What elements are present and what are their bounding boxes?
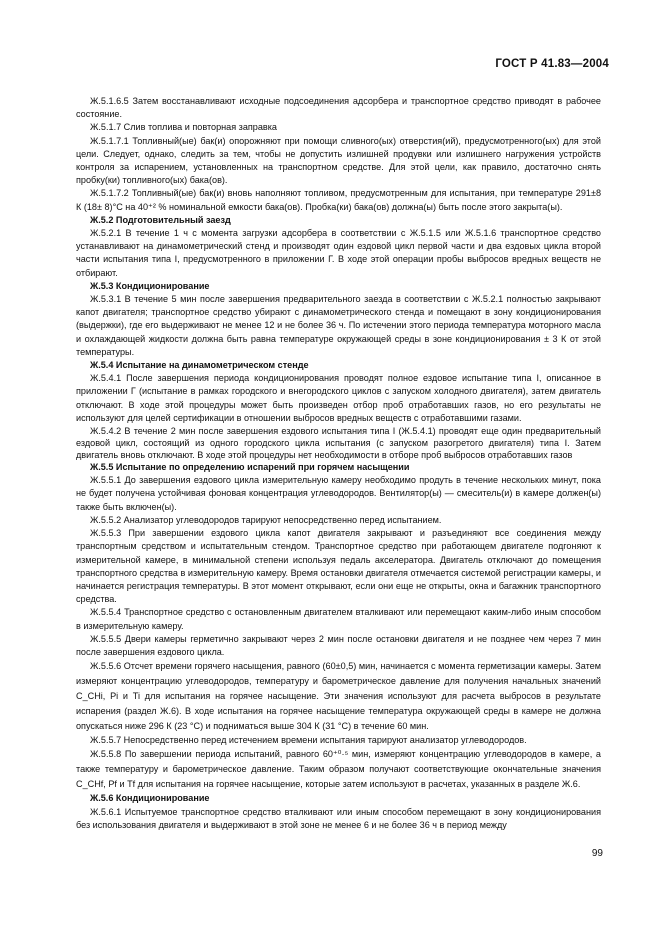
paragraph: Ж.5.6.1 Испытуемое транспортное средство вталкивают или иным способом перемещают в зону кондиционирования без использования двигателя и выдерживают в этой зоне не менее 6 и не более 36 ч в период между — [76, 806, 601, 830]
section-heading: Ж.5.4 Испытание на динамометрическом стенде — [90, 360, 309, 371]
section-heading: Ж.5.3 Кондиционирование — [90, 280, 210, 291]
document-code: ГОСТ Р 41.83—2004 — [495, 58, 609, 70]
page-number: 99 — [591, 848, 603, 859]
paragraph: Ж.5.5.2 Анализатор углеводородов тарируют непосредственно перед испытанием. — [90, 514, 442, 525]
paragraph: Ж.5.1.7 Слив топлива и повторная заправка — [90, 122, 277, 133]
paragraph: Ж.5.3.1 В течение 5 мин после завершения предварительного заезда в соответствии с Ж.5.2.1 полностью закрывают капот двигателя; транспортное средство убирают с динамометрического стенда и помещают в зону кондиционирования (выдержки), где его выдерживают не менее 12 и не более 36 ч. По истечении этого периода температура моторного масла и охлаждающей жидкости должна быть равна температуре окружающей среды в зоне кондиционирования ± 3 К от этой температуры. — [76, 294, 601, 357]
paragraph: Ж.5.5.6 Отсчет времени горячего насыщения, равного (60±0,5) мин, начинается с момента герметизации камеры. Затем измеряют концентрацию углеводородов, температуру и барометрическое давление для получения начальных значений C_CHi, Pi и Ti для испытания на горячее насыщение. Эти значения используют для расчета выбросов в результате испарения (раздел Ж.6). В ходе испытания на горячее насыщение температура окружающей среды в камере не должна опускаться ниже 296 К (23 °С) и подниматься выше 304 К (31 °С) в течение 60 мин. — [76, 661, 601, 732]
paragraph: Ж.5.5.8 По завершении периода испытаний, равного 60⁺⁰·⁵ мин, измеряют концентрацию углеводородов в камере, а также температуру и барометрическое давление. Таким образом получают соответствующие окончательные значения C_CHf, Pf и Tf для испытания на горячее насыщение, которые затем используют в расчетах, указанных в разделе Ж.6. — [76, 749, 601, 790]
section-heading: Ж.5.5 Испытание по определению испарений при горячем насыщении — [90, 462, 410, 473]
paragraph: Ж.5.5.4 Транспортное средство с остановленным двигателем вталкивают или перемещают каким-либо иным способом в измерительную камеру. — [76, 607, 601, 631]
paragraph: Ж.5.4.1 После завершения периода кондиционирования проводят полное ездовое испытание типа I, описанное в приложении Г (испытание в рамках городского и внегородского циклов с запуском холодного двигателя), затем двигатель отключают. В ходе этой процедуры может быть произведен отбор проб отработавших газов, но его результаты не используют для целей сертификации в отношении выбросов вредных веществ с отработавшими газами. — [76, 373, 601, 423]
paragraph: Ж.5.2.1 В течение 1 ч с момента загрузки адсорбера в соответствии с Ж.5.1.5 или Ж.5.1.6 транспортное средство устанавливают на динамометрический стенд и производят один ездовой цикл первой части и два ездовых цикла второй части испытания типа I, предусмотренного в приложении Г. В ходе этой операции пробы выбросов вредных веществ не отбирают. — [76, 228, 601, 278]
paragraph: Ж.5.5.3 При завершении ездового цикла капот двигателя закрывают и разъединяют все соединения между транспортным средством и испытательным стендом. Транспортное средство при работающем двигателе подгоняют к измерительной камере, в минимальной степени используя педаль акселератора. Двигатель отключают до помещения транспортного средства в измерительную камеру. Время остановки двигателя отмечается системой регистрации камеры, и начинается регистрация температуры. В этот момент открывают, если они еще не открыты, окна и багажник транспортного средства. — [76, 528, 601, 605]
paragraph: Ж.5.4.2 В течение 2 мин после завершения ездового испытания типа I (Ж.5.4.1) проводят еще один предварительный ездовой цикл, состоящий из одного городского цикла испытания (с запуском разогретого двигателя) типа I. Затем двигатель вновь отключают. В ходе этой процедуры нет необходимости в отборе проб выбросов отработавших газов — [76, 426, 601, 461]
paragraph: Ж.5.5.1 До завершения ездового цикла измерительную камеру необходимо продуть в течение нескольких минут, пока не будет получена устойчивая фоновая концентрация углеводородов. Вентилятор(ы) — смеситель(и) в камере должен(ы) также быть включен(ы). — [76, 475, 601, 512]
paragraph: Ж.5.1.7.1 Топливный(ые) бак(и) опорожняют при помощи сливного(ых) отверстия(ий), предусмотренного(ых) для этой цели. Следует, однако, следить за тем, чтобы не допустить излишней продувки или излишнего нагружения устройств контроля за испарением, установленных на транспортном средстве. Для этой цели, как правило, достаточно снять пробку(ки) топливного(ых) бака(ов). — [76, 135, 601, 186]
section-heading: Ж.5.6 Кондиционирование — [90, 793, 210, 804]
section-heading: Ж.5.2 Подготовительный заезд — [90, 214, 231, 225]
document-body — [76, 95, 601, 832]
paragraph: Ж.5.1.6.5 Затем восстанавливают исходные подсоединения адсорбера и транспортное средство приводят в рабочее состояние. — [76, 96, 601, 120]
paragraph: Ж.5.5.5 Двери камеры герметично закрывают через 2 мин после остановки двигателя и не позднее чем через 7 мин после завершения ездового цикла. — [76, 633, 601, 657]
paragraph: Ж.5.1.7.2 Топливный(ые) бак(и) вновь наполняют топливом, предусмотренным для испытания, при температуре 291±8 К (18± 8)°С на 40⁺² % номинальной емкости бака(ов). Пробка(ки) бака(ов) должна(ы) быть после этого закрыта(ы). — [76, 188, 601, 212]
paragraph: Ж.5.5.7 Непосредственно перед истечением времени испытания тарируют анализатор углеводородов. — [90, 735, 527, 746]
